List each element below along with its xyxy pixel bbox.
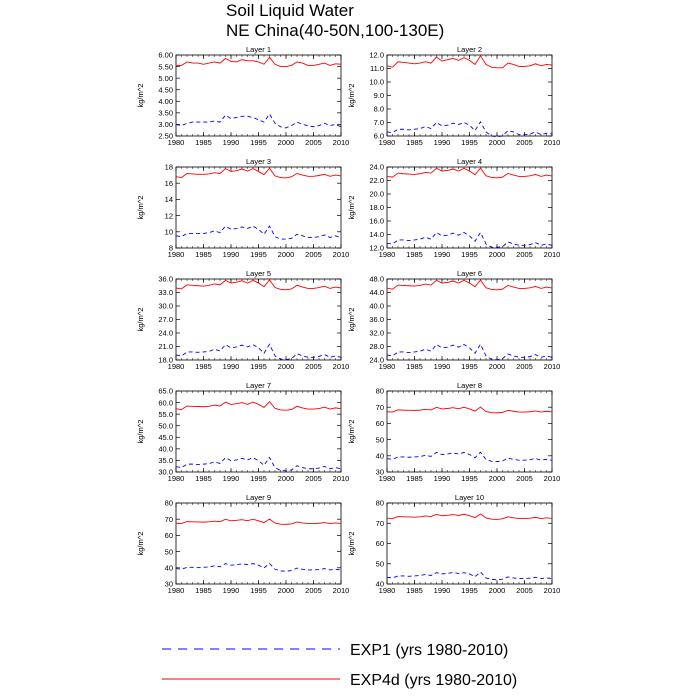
- x-tick-label: 2005: [516, 586, 533, 595]
- y-tick-label: 70: [164, 514, 173, 524]
- y-tick-label: 24.0: [369, 355, 384, 365]
- y-tick-label: 16.0: [369, 216, 384, 226]
- x-tick-label: 2005: [305, 250, 322, 259]
- x-tick-label: 2000: [277, 362, 295, 371]
- y-axis-label: kg/m^2: [347, 83, 356, 108]
- x-tick-label: 2005: [305, 586, 322, 595]
- x-tick-label: 2010: [332, 586, 350, 595]
- y-tick-label: 30: [375, 467, 384, 477]
- y-tick-label: 50.0: [158, 421, 173, 431]
- y-tick-label: 50: [375, 435, 384, 445]
- x-tick-label: 1985: [406, 362, 423, 371]
- y-tick-label: 11.0: [369, 64, 384, 74]
- x-tick-label: 1990: [433, 586, 451, 595]
- x-tick-label: 2000: [488, 138, 506, 147]
- plot-frame: [387, 503, 552, 584]
- x-tick-label: 2000: [488, 250, 506, 259]
- panel-6: [347, 269, 560, 371]
- y-tick-label: 5.50: [158, 62, 173, 72]
- x-tick-label: 1980: [167, 250, 185, 259]
- x-tick-label: 1990: [222, 138, 240, 147]
- y-tick-label: 60.0: [158, 398, 173, 408]
- y-tick-label: 35.0: [158, 456, 173, 466]
- x-tick-label: 1985: [195, 362, 212, 371]
- plot-frame: [176, 503, 341, 584]
- x-tick-label: 1985: [195, 138, 212, 147]
- y-tick-label: 24.0: [158, 328, 173, 338]
- panel-title: Layer 2: [456, 45, 483, 54]
- series-line-exp1: [387, 572, 552, 580]
- y-axis-label: kg/m^2: [347, 195, 356, 220]
- series-line-exp1: [176, 226, 341, 239]
- y-tick-label: 21.0: [158, 342, 173, 352]
- series-line-exp1: [176, 563, 341, 571]
- y-tick-label: 30: [164, 579, 173, 589]
- x-tick-label: 1980: [167, 586, 185, 595]
- x-tick-label: 1995: [461, 586, 478, 595]
- x-tick-label: 1990: [433, 250, 451, 259]
- x-tick-label: 2010: [332, 138, 350, 147]
- x-tick-label: 2005: [516, 362, 533, 371]
- x-tick-label: 1990: [433, 362, 451, 371]
- y-tick-label: 55.0: [158, 409, 173, 419]
- y-tick-label: 36.0: [369, 315, 384, 325]
- x-tick-label: 1995: [250, 138, 267, 147]
- y-axis-label: kg/m^2: [347, 307, 356, 332]
- x-tick-label: 2005: [516, 138, 533, 147]
- x-tick-label: 1990: [222, 586, 240, 595]
- y-tick-label: 48.0: [369, 274, 384, 284]
- x-tick-label: 2000: [277, 474, 295, 483]
- y-tick-label: 8.0: [373, 104, 384, 114]
- x-tick-label: 1990: [222, 362, 240, 371]
- x-tick-label: 2000: [277, 138, 295, 147]
- x-tick-label: 1985: [195, 250, 212, 259]
- y-tick-label: 40: [164, 563, 173, 573]
- x-tick-label: 2010: [543, 138, 561, 147]
- x-tick-label: 1985: [195, 474, 212, 483]
- plot-frame: [176, 167, 341, 248]
- y-tick-label: 20.0: [369, 189, 384, 199]
- y-axis-label: kg/m^2: [136, 419, 145, 444]
- y-tick-label: 5.00: [158, 73, 173, 83]
- y-tick-label: 80: [375, 498, 384, 508]
- x-tick-label: 1980: [378, 474, 396, 483]
- x-tick-label: 2000: [277, 250, 295, 259]
- panel-title: Layer 3: [245, 157, 272, 166]
- x-tick-label: 1980: [167, 362, 185, 371]
- x-tick-label: 1980: [378, 362, 396, 371]
- y-tick-label: 60: [375, 539, 384, 549]
- y-tick-label: 70: [375, 402, 384, 412]
- y-tick-label: 27.0: [158, 315, 173, 325]
- y-tick-label: 24.0: [369, 162, 384, 172]
- x-tick-label: 1995: [250, 250, 267, 259]
- x-tick-label: 1995: [250, 474, 267, 483]
- y-tick-label: 6.00: [158, 50, 173, 60]
- y-tick-label: 9.0: [373, 91, 384, 101]
- y-tick-label: 30.0: [158, 301, 173, 311]
- plot-frame: [176, 55, 341, 136]
- y-tick-label: 36.0: [158, 274, 173, 284]
- y-tick-label: 30.0: [158, 467, 173, 477]
- x-tick-label: 2010: [332, 362, 350, 371]
- y-tick-label: 50: [164, 547, 173, 557]
- x-tick-label: 2005: [305, 362, 322, 371]
- panel-2: [347, 45, 560, 147]
- y-tick-label: 40.0: [158, 444, 173, 454]
- x-tick-label: 1985: [195, 586, 212, 595]
- y-tick-label: 2.50: [158, 131, 173, 141]
- panel-9: [136, 493, 349, 595]
- panel-10: [347, 493, 560, 595]
- figure-title-line1: Soil Liquid Water: [226, 1, 354, 20]
- series-line-exp4d: [387, 407, 552, 413]
- x-tick-label: 1990: [433, 474, 451, 483]
- y-tick-label: 33.0: [158, 288, 173, 298]
- y-tick-label: 28.0: [369, 342, 384, 352]
- x-tick-label: 1995: [461, 138, 478, 147]
- y-axis-label: kg/m^2: [136, 195, 145, 220]
- x-tick-label: 1985: [406, 586, 423, 595]
- y-tick-label: 4.00: [158, 96, 173, 106]
- x-tick-label: 2005: [305, 138, 322, 147]
- panel-title: Layer 10: [454, 493, 485, 502]
- x-tick-label: 1980: [167, 138, 185, 147]
- figure-title-line2: NE China(40-50N,100-130E): [226, 21, 445, 40]
- series-line-exp1: [176, 114, 341, 128]
- y-tick-label: 60: [164, 531, 173, 541]
- y-tick-label: 3.50: [158, 108, 173, 118]
- y-tick-label: 18.0: [369, 203, 384, 213]
- y-tick-label: 4.50: [158, 85, 173, 95]
- y-tick-label: 8: [168, 243, 173, 253]
- x-tick-label: 1990: [433, 138, 451, 147]
- y-tick-label: 44.0: [369, 288, 384, 298]
- series-line-exp4d: [387, 514, 552, 519]
- y-tick-label: 22.0: [369, 176, 384, 186]
- y-axis-label: kg/m^2: [347, 419, 356, 444]
- y-axis-label: kg/m^2: [136, 307, 145, 332]
- x-tick-label: 1985: [406, 138, 423, 147]
- y-tick-label: 80: [164, 498, 173, 508]
- x-tick-label: 1995: [250, 362, 267, 371]
- plot-frame: [387, 391, 552, 472]
- panel-title: Layer 9: [245, 493, 272, 502]
- panel-title: Layer 4: [456, 157, 483, 166]
- panel-8: [347, 381, 560, 483]
- x-tick-label: 2000: [277, 586, 295, 595]
- x-tick-label: 2000: [488, 362, 506, 371]
- panel-4: [347, 157, 560, 259]
- x-tick-label: 2005: [516, 474, 533, 483]
- x-tick-label: 1990: [222, 474, 240, 483]
- y-tick-label: 18: [164, 162, 173, 172]
- x-tick-label: 2010: [543, 250, 561, 259]
- panel-title: Layer 7: [245, 381, 272, 390]
- plot-frame: [176, 391, 341, 472]
- panel-3: [136, 157, 349, 259]
- y-axis-label: kg/m^2: [136, 83, 145, 108]
- panel-title: Layer 1: [245, 45, 272, 54]
- y-axis-label: kg/m^2: [347, 531, 356, 556]
- x-tick-label: 2005: [305, 474, 322, 483]
- x-tick-label: 2010: [543, 586, 561, 595]
- y-tick-label: 16: [164, 178, 173, 188]
- y-tick-label: 50: [375, 559, 384, 569]
- series-line-exp1: [387, 452, 552, 461]
- x-tick-label: 2010: [543, 474, 561, 483]
- y-tick-label: 80: [375, 386, 384, 396]
- y-tick-label: 32.0: [369, 328, 384, 338]
- y-tick-label: 40.0: [369, 301, 384, 311]
- x-tick-label: 1985: [406, 474, 423, 483]
- panel-title: Layer 5: [245, 269, 272, 278]
- y-tick-label: 6.0: [373, 131, 384, 141]
- x-tick-label: 1980: [378, 250, 396, 259]
- x-tick-label: 1995: [461, 362, 478, 371]
- x-tick-label: 2000: [488, 474, 506, 483]
- x-tick-label: 1980: [378, 586, 396, 595]
- y-tick-label: 40: [375, 451, 384, 461]
- y-tick-label: 70: [375, 518, 384, 528]
- y-tick-label: 45.0: [158, 432, 173, 442]
- y-tick-label: 12.0: [369, 243, 384, 253]
- x-tick-label: 2010: [543, 362, 561, 371]
- y-tick-label: 12.0: [369, 50, 384, 60]
- series-line-exp4d: [176, 519, 341, 524]
- y-tick-label: 3.00: [158, 120, 173, 130]
- x-tick-label: 2005: [516, 250, 533, 259]
- panels-group: [136, 45, 560, 595]
- y-tick-label: 60: [375, 419, 384, 429]
- x-tick-label: 1995: [461, 250, 478, 259]
- y-tick-label: 12: [164, 211, 173, 221]
- legend-label-exp4d: EXP4d (yrs 1980-2010): [350, 672, 518, 689]
- x-tick-label: 1980: [378, 138, 396, 147]
- plot-frame: [387, 55, 552, 136]
- y-tick-label: 10.0: [369, 77, 384, 87]
- x-tick-label: 1995: [250, 586, 267, 595]
- x-tick-label: 2010: [332, 474, 350, 483]
- legend-label-exp1: EXP1 (yrs 1980-2010): [350, 642, 509, 659]
- panel-5: [136, 269, 349, 371]
- y-tick-label: 14.0: [369, 230, 384, 240]
- x-tick-label: 1995: [461, 474, 478, 483]
- y-tick-label: 10: [164, 227, 173, 237]
- x-tick-label: 2010: [332, 250, 350, 259]
- panel-title: Layer 6: [456, 269, 483, 278]
- y-tick-label: 7.0: [373, 118, 384, 128]
- x-tick-label: 1985: [406, 250, 423, 259]
- legend: [162, 642, 517, 689]
- y-tick-label: 18.0: [158, 355, 173, 365]
- series-line-exp4d: [176, 402, 341, 411]
- x-tick-label: 1980: [167, 474, 185, 483]
- x-tick-label: 2000: [488, 586, 506, 595]
- y-tick-label: 65.0: [158, 386, 173, 396]
- panel-title: Layer 8: [456, 381, 483, 390]
- y-tick-label: 40: [375, 579, 384, 589]
- y-tick-label: 14: [164, 195, 173, 205]
- plot-frame: [176, 279, 341, 360]
- x-tick-label: 1990: [222, 250, 240, 259]
- panel-7: [136, 381, 349, 483]
- panel-1: [136, 45, 349, 147]
- y-axis-label: kg/m^2: [136, 531, 145, 556]
